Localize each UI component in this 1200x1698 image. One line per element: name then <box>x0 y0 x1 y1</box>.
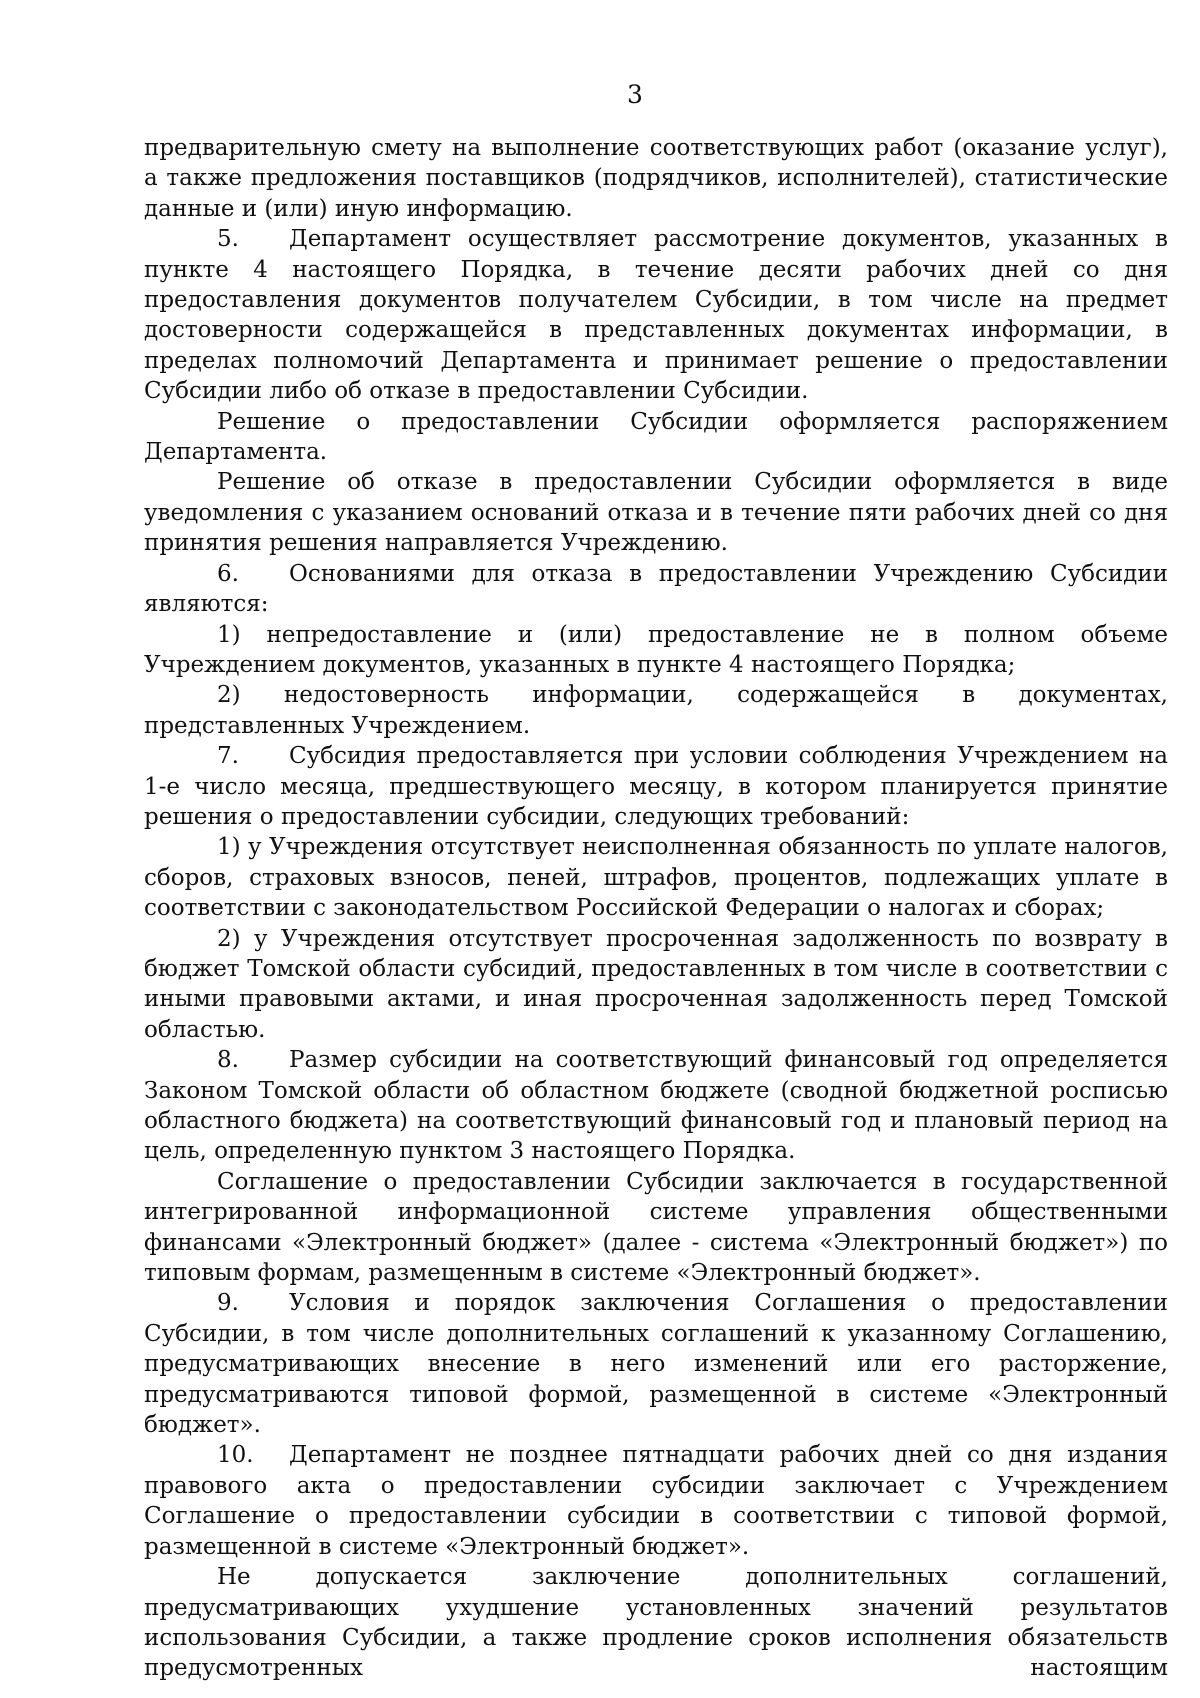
paragraph-text: Субсидия предоставляется при условии соблюдения Учреждением на 1-е число месяца, предшествующего месяцу, в котором планируется принятие решения о предоставлении субсидии, следующих требований: <box>144 743 1168 830</box>
paragraph <box>144 1045 1168 1167</box>
paragraph-text: 1) у Учреждения отсутствует неисполненная обязанность по уплате налогов, сборов, страховых взносов, пеней, штрафов, процентов, подлежащих уплате в соответствии с законодательством Российской Федерации о налогах и сборах; <box>144 834 1168 922</box>
list-item <box>144 620 1168 681</box>
paragraph-text: Размер субсидии на соответствующий финансовый год определяется Законом Томской области об областном бюджете (сводной бюджетной росписью областного бюджета) на соответствующий финансовый год и плановый период на цель, определенную пунктом 3 настоящего Порядка. <box>144 1047 1168 1165</box>
document-body <box>144 133 1168 1684</box>
paragraph-text: Департамент не позднее пятнадцати рабочих дней со дня издания правового акта о предоставлении субсидии заключает с Учреждением Соглашение о предоставлении субсидии в соответствии с типовой формой, размещенной в системе «Электронный бюджет». <box>144 1442 1168 1560</box>
paragraph-text: 2) у Учреждения отсутствует просроченная задолженность по возврату в бюджет Томской области субсидий, предоставленных в том числе в соответствии с иными правовыми актами, и иная просроченная задолженность перед Томской областью. <box>144 925 1168 1043</box>
paragraph <box>144 559 1168 620</box>
list-item <box>144 832 1168 923</box>
paragraph <box>144 224 1168 406</box>
paragraph-number: 6. <box>217 560 239 587</box>
paragraph-text: Основаниями для отказа в предоставлении Учреждению Субсидии являются: <box>144 560 1168 618</box>
paragraph-text: Соглашение о предоставлении Субсидии заключается в государственной интегрированной информационной системе управления общественными финансами «Электронный бюджет» (далее - система «Электронный бюджет») по типовым формам, размещенным в системе «Электронный бюджет». <box>144 1168 1168 1287</box>
paragraph-text: Решение об отказе в предоставлении Субсидии оформляется в виде уведомления с указанием оснований отказа и в течение пяти рабочих дней со дня принятия решения направляется Учреждению. <box>144 469 1168 557</box>
page-number: 3 <box>627 80 643 109</box>
paragraph-number: 7. <box>217 743 239 770</box>
paragraph <box>144 1167 1168 1289</box>
list-item <box>144 924 1168 1046</box>
paragraph-number: 8. <box>217 1047 239 1074</box>
paragraph <box>144 467 1168 558</box>
paragraph-text: 2) недостоверность информации, содержащейся в документах, представленных Учреждением. <box>144 682 1168 739</box>
paragraph-text: Решение о предоставлении Субсидии оформляется распоряжением Департамента. <box>144 408 1168 466</box>
paragraph <box>144 1562 1168 1684</box>
paragraph <box>144 1440 1168 1562</box>
paragraph-text: Условия и порядок заключения Соглашения о предоставлении Субсидии, в том числе дополнительных соглашений к указанному Соглашению, предусматривающих внесение в него изменений или его расторжение, предусматриваются типовой формой, размещенной в системе «Электронный бюджет». <box>144 1290 1168 1439</box>
paragraph-text: Департамент осуществляет рассмотрение документов, указанных в пункте 4 настоящего Порядка, в течение десяти рабочих дней со дня предоставления документов получателем Субсидии, в том числе на предмет достоверности содержащейся в представленных документах информации, в пределах полномочий Департамента и принимает решение о предоставлении Субсидии либо об отказе в предоставлении Субсидии. <box>144 226 1168 405</box>
paragraph-text: 1) непредоставление и (или) предоставление не в полном объеме Учреждением документов, указанных в пункте 4 настоящего Порядка; <box>144 621 1168 678</box>
paragraph-number: 9. <box>217 1290 239 1317</box>
list-item <box>144 680 1168 741</box>
paragraph-text: Не допускается заключение дополнительных соглашений, предусматривающих ухудшение установленных значений результатов использования Субсидии, а также продление сроков исполнения обязательств предусмотренных настоящим <box>144 1564 1168 1682</box>
paragraph <box>144 407 1168 468</box>
paragraph <box>144 741 1168 832</box>
paragraph-text: предварительную смету на выполнение соответствующих работ (оказание услуг), а также предложения поставщиков (подрядчиков, исполнителей), статистические данные и (или) иную информацию. <box>144 135 1168 222</box>
paragraph <box>144 133 1168 224</box>
paragraph <box>144 1288 1168 1440</box>
paragraph-number: 5. <box>217 226 239 253</box>
paragraph-number: 10. <box>217 1442 254 1469</box>
